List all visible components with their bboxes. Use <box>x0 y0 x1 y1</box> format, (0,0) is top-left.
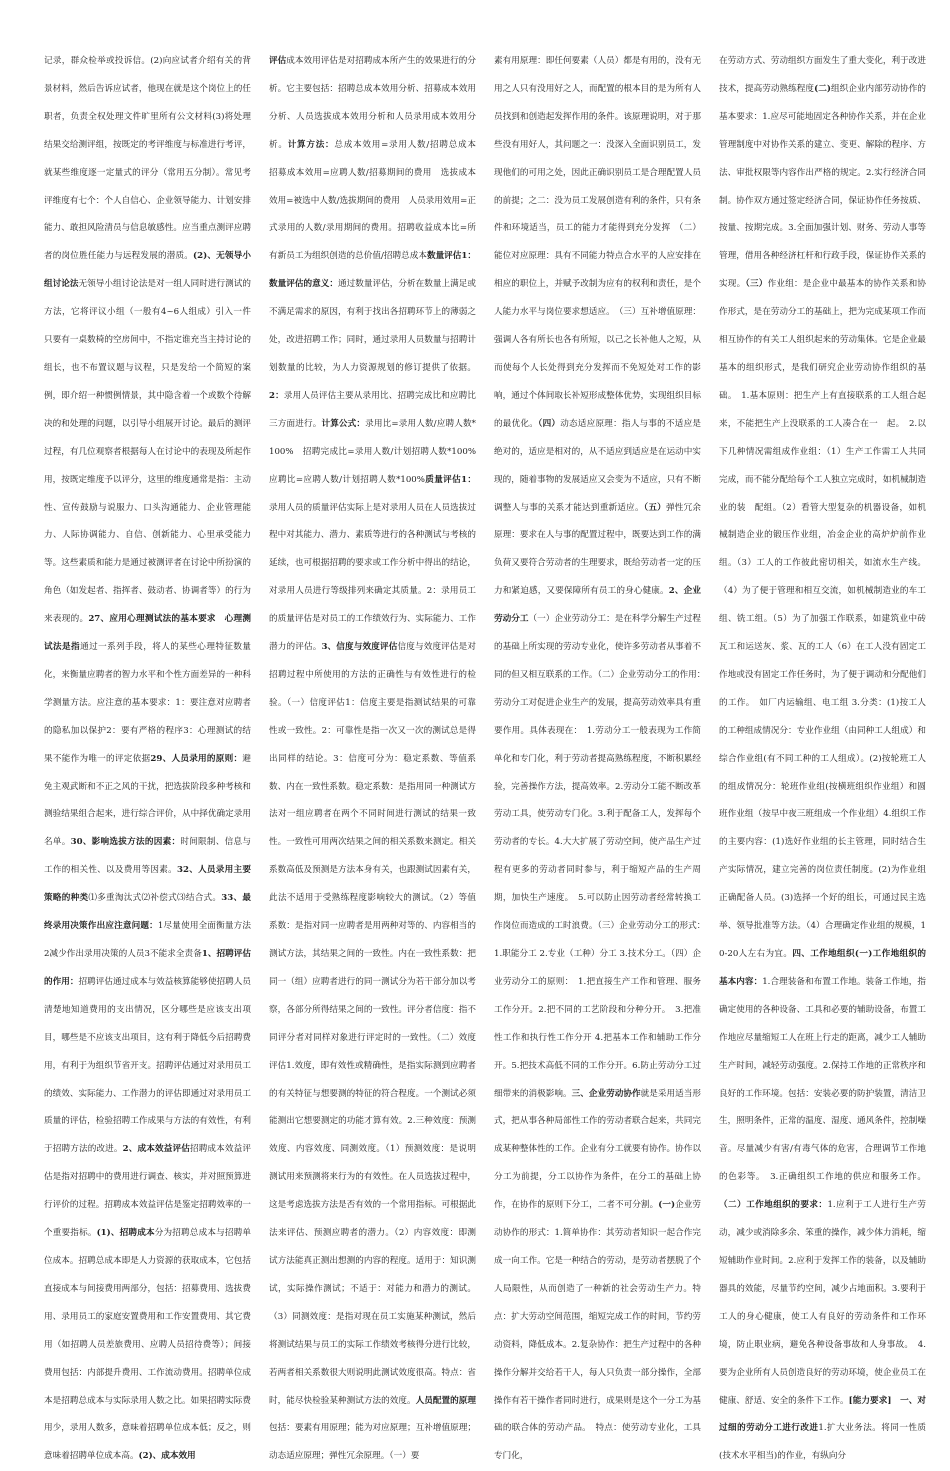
body-text: 企业劳动协作的形式：1.简单协作：其劳动者知识一起合作完成一向工作。它是一种结合的劳动，是劳动者摆脱了个人局限性，从而创造了一种新的社会劳动生产力。特点：扩大劳动空间范围，缩短完成工作的时间，节约劳动资料，降低成本。2.复杂协作：把生产过程中的各种操作分解并交给若干人，每人只负责一部分操作，全部操作有若干操作者同时进行，成果则是这个一分工为基础的联合体的劳动产品。 特点：使劳动专业化，工具专门化， <box>494 1200 701 1462</box>
body-text: 作业组：是企业中最基本的协作关系和协作形式，是在劳动分工的基础上，把为完成某项工作而相互协作的有关工人组织起来的劳动集体。它是企业最基本的组织形式，是我们研究企业劳动协作组织的基础。 1.基本原则：把生产上有直接联系的工人组合起来，不能把生产上没联系的工人凑合在一 起。 2.以下几种情况需组成作业组：（1）生产工作需工人共同完成，而不能分配给每个工人独立完成时，如机械制造业的装 配组。（2）看管大型复杂的机器设备，如机械制造企业的锻压作业组，冶金企业的高炉炉前作业组。（3）工人的工作彼此密切相关，如流水生产线。（4）为了便于管理和相互交流，如机械制造业的车工组、铣工组。（5）为了加强工作联系，如建筑业中砖瓦工和运送灰、浆、瓦的工人（6）在工人没有固定工作地或没有固定工作任务时，为了便于调动和分配他们的工作。 如厂内运输组、电工组 3.分类：(1)按工人的工种组成情况分：专业作业组（由同种工人组成）和综合作业组(有不同工种的工人组成）。(2)按轮班工人的组成情况分：轮班作业组(按横班组织作业组）和圆班作业组（按早中夜三班组成一个作业组）4.组织工作的主要内容：(1)选好作业组的长主管理，同时结合生产实际情况，建立完善的岗位责任制度。(2)为作业组正确配备人员。(3)选择一个好的组长，可通过民主选举、领导批准等方法。（4）合理确定作业组的规模，10-20人左右为宜。 <box>719 279 926 959</box>
body-text: 1尽量使用全面衡量方法2减少作出录用决策的人员3不能求全责备 <box>44 921 251 959</box>
body-text: 无领导小组讨论法是对一组人同时进行测试的方法，它将评议小组（一般有4~6人组成）引入一件只要有一桌数椅的空房间中，不指定谁充当主持讨论的组长，也不布置议题与议程，只是发给一个简短的案例，即介绍一种惯例情景，其中隐含着一个或数个待解决的和处理的问题，以引导小组展开讨论。最后的测评过程，有几位观察者根据每人在讨论中的表现及所起作用，按既定维度予以评分，这里的维度通常是指：主动性、宣传鼓励与说服力、口头沟通能力、企业管理能力、人际协调能力、自信、创新能力、心里承受能力等。这些素质和能力是通过被测评者在讨论中所扮演的角色（如发起者、指挥者、鼓动者、协调者等）的行为来表现的。 <box>44 279 251 625</box>
body-text: 录用比=录用人数/应聘人数*100% 招聘完成比=录用人数/计划招聘人数*100% 应聘比=应聘人数/计划招聘人数*100% <box>269 418 485 485</box>
body-text: 包括：要素有用原理；能为对应原理；互补增值原理；动态适应原理；弹性冗余原理。（一）要 <box>269 1423 476 1462</box>
body-text: 在劳动方式、劳动组织方面发生了重大变化，利于改进技术，提高劳动熟练程度 <box>719 56 926 94</box>
body-text: 录用人员的质量评估实际上是对录用人员在人员选拔过程中对其能力、潜力、素质等进行的各种测试与考核的延续，也可根据招聘的要求或工作分析中得出的结论，对录用人员进行等级排列来确定其质量。2：录用员工的质量评估是对员工的工作绩效行为、实际能力、工作潜力的评估。 <box>269 502 476 653</box>
body-text: 动态适应原理：指人与事的不适应是绝对的，适应是相对的，从不适应到适应是在运动中实现的，随着事物的发展适应又会变为不适应，只有不断调整人与事的关系才能达到重新适应。 <box>494 418 701 513</box>
section-heading: 32、人员录用主要策略的种类 <box>44 865 251 904</box>
body-text: 弹性冗余原理：要求在人与事的配置过程中，既要达到工作的满负荷又要符合劳动者的生理要求，既给劳动者一定的压力和紧迫感，又要保障所有员工的身心健康。 <box>494 502 701 597</box>
body-text: 录用人员评估主要从录用比、招聘完成比和应聘比三方面进行。 <box>269 390 476 429</box>
body-text: 1.应利于工人进行生产劳动，减少或消除多余、笨重的操作，减少体力消耗，缩短辅助作业时间。2.应利于发挥工作的装备，以及辅助器具的效能，尽量节约空间，减少占地面积。3.要利于工人的身心健康，使工人有良好的劳动条件和工作环境，防止职业病，避免各种设备事故和人身事故。 4.要为企业所有人员创造良好的劳动环境，使企业员工在健康、舒适、安全的条件下工作。 <box>719 1200 926 1406</box>
body-text: （一）企业劳动分工：是在科学分解生产过程的基础上所实现的劳动专业化，使许多劳动者从事着不同的但又相互联系的工作。（二）企业劳动分工的作用： 劳动分工对促进企业生产的发展，提高劳动效率具有重要作用。具体表现在： 1.劳动分工一般表现为工作简单化和专门化，利于劳动者提高熟练程度，不断积累经验，完善操作方法，提高效率。2.劳动分工能不断改革劳动工具，使劳动专门化。3.利于配备工人，发挥每个劳动者的专长。4.大大扩展了劳动空间，使产品生产过程有更多的劳动者同时参与，利于缩短产品的生产周期，加快生产速度。 5.可以防止因劳动者经常转换工作岗位而造成的工时浪费。（三）企业劳动分工的形式： 1.职能分工 2.专业（工种）分工 3.技术分工。（四）企业劳动分工的原则： 1.把直接生产工作和管理、服务工作分开。2.把不同的工艺阶段和分种分开。 3.把准性工作和执行性工作分开 4.把基本工作和辅助工作分开。5.把技术高低不同的工作分开。6.防止劳动分工过细带来的消极影响。 <box>494 614 710 1099</box>
body-text: 通过一系列手段，将人的某些心理特征数量化，来衡量应聘者的智力水平和个性方面差异的一种科学测量方法。应注意的基本要求：1：要注意对应聘者的隐私加以保护2：要有严格的程序3：心理测试的结果不能作为唯一的评定依据 <box>44 642 251 764</box>
section-heading: 1、招聘评估的作用： <box>44 949 252 987</box>
text-columns <box>44 48 926 1462</box>
section-heading: 27、应用心理测试法的基本要求 心理测试法是指 <box>44 614 251 653</box>
section-heading: （二）工作地组织的要求： <box>719 1200 828 1211</box>
section-heading: （五） <box>643 502 666 513</box>
body-text: 通过数量评估，分析在数量上满足或不满足需求的原因，有利于找出各招聘环节上的薄弱之处，改进招聘工作；同时，通过录用人员数量与招聘计划数量的比较，为人力资源规划的修订提供了依据。 <box>269 279 476 373</box>
section-heading: 人员配置的原理 <box>415 1395 476 1406</box>
body-text: 招聘成本效益评估是指对招聘中的费用进行调查、核实，并对照预算进行评价的过程。招聘成本效益评估是鉴定招聘效率的一个重要指标。 <box>44 1144 251 1239</box>
section-heading: [能力要求] 一、对过细的劳动分工进行改进 <box>719 1395 926 1434</box>
body-text: 时间限制、信息与工作的相关性、以及费用等因素。 <box>44 837 251 876</box>
body-text: 1.合理装备和布置工作地。装备工作地，指确定使用的各种设备、工具和必要的辅助设备，布置工作地应尽量缩短工人在班上行走的距离，减少工人辅助生产时间，减轻劳动强度。2.保持工作地的正常秩序和良好的工作环境。包括：安装必要的防护装置，清洁卫生，照明条件，正常的温度、湿度、通风条件，控制噪音。尽量减少有害/有毒气体的危害，合理调节工作地的色彩等。 3.正确组织工作地的供应和服务工作。 <box>719 976 926 1183</box>
body-text: 素有用原理：即任何要素（人员）都是有用的，没有无用之人只有没用好之人，而配置的根本目的是为所有人员找到和创造起发挥作用的条件。该原理说明，对于那些没有用好人，其问题之一：没深入全面识别员工，发现他们的可用之处，因此正确识别员工是合理配置人员的前提；之二：没为员工发展创造有利的条件，只有条件和环境适当，员工的能力才能得到充分发挥 （二）能位对应原理：具有不同能力特点合水平的人应安排在相应的职位上，并赋予改制为应有的权利和责任，是个人能力水平与岗位要求想适应。 （三）互补增值原理：强调人各有所长也各有所短，以己之长补他人之短，从而使每个人长处得到充分发挥而不免短处对工作的影响，通过个体间取长补短形成整体优势，实现组织目标的最优化。 <box>494 56 701 429</box>
body-text: 总成本效用=录用人数/招聘总成本 招募成本效用=应聘人数/招募期间的费用 选拔成本效用=被选中人数/选拔期间的费用 人员录用效用=正式录用的人数/录用期间的费用。招聘收益成本比=所有新员工为组织创造的总价值/招聘总成本 <box>269 139 485 262</box>
section-heading: 33、最终录用决策作出应注意问题： <box>44 893 251 932</box>
section-heading: 数量评估1：数量评估的意义： <box>269 251 476 290</box>
section-heading: (2)、无领导小组讨论法 <box>44 251 251 290</box>
body-text: 1.扩大业务法。将同一性质(技术水平相当)的作业，有纵向分 <box>719 1423 926 1462</box>
body-text: 分为招聘总成本与招聘单位成本。招聘总成本即是人力资源的获取成本，它包括直接成本与间接费用两部分，包括：招募费用、选拔费用、录用员工的家庭安置费用和工作安置费用、其它费用（如招聘人员差旅费用、应聘人员招待费等）；间接费用包括：内部提升费用、工作流动费用。招聘单位成本是招聘总成本与实际录用人数之比。如果招聘实际费用少，录用人数多，意味着招聘单位成本低；反之，则意味着招聘单位成本高。 <box>44 1228 251 1462</box>
text-column-4 <box>719 48 926 1462</box>
section-heading: 29、人员录用的原则： <box>150 753 243 764</box>
section-heading: 2、企业劳动分工 <box>494 586 701 625</box>
text-column-2 <box>269 48 485 1462</box>
section-heading: 3、信度与效度评估 <box>321 642 398 653</box>
section-heading: 三、企业劳动协作 <box>571 1088 641 1099</box>
section-heading: (1)、招聘成本 <box>96 1228 155 1239</box>
section-heading: （三） <box>745 279 768 290</box>
body-text: 避免主观武断和不正之风的干扰，把选拔阶段多种考核和测验结果组合起来，进行综合评价，从中择优确定录用名单。 <box>44 753 251 848</box>
body-text: 组织企业内部劳动协作的基本要求：1.应尽可能地固定各种协作关系，并在企业管理制度中对协作关系的建立、变更、解除的程序、方法、审批权限等内容作出严格的规定。2.实行经济合同制。协作双方通过签定经济合同，保证协作任务按质、按量、按期完成。3.全面加强计划、财务、劳动人事等管理，借用各种经济杠杆和行政手段，保证协作关系的实现。 <box>719 83 926 290</box>
text-column-1 <box>44 48 252 1462</box>
section-heading: （四） <box>538 418 561 429</box>
section-heading: (一) <box>658 1200 676 1211</box>
section-heading: 评估 <box>269 56 287 66</box>
body-text: 成本效用评估是对招聘成本所产生的效果进行的分析。它主要包括：招聘总成本效用分析、招募成本效用分析、人员选拔成本效用分析和人员录用成本效用分析。 <box>269 56 476 150</box>
body-text: 就是采用适当形式，把从事各种局部性工作的劳动者联合起来，共同完成某种整体性的工作。企业有分工就要有协作。协作以分工为前提，分工以协作为条件，在分工的基础上协作，在协作的原则下分工，二者不可分割。 <box>494 1088 701 1211</box>
section-heading: 质量评估1： <box>424 474 476 485</box>
body-text: 招聘评估通过成本与效益核算能够使招聘人员清楚地知道费用的支出情况，区分哪些是应该支出项目，哪些是不应该支出项目，这有利于降低今后招聘费用，有利于为组织节省开支。招聘评估通过对录用员工的绩效、实际能力、工作潜力的评估即通过对录用员工质量的评估，检验招聘工作成果与方法的有效性，有利于招聘方法的改进。 <box>44 976 251 1155</box>
section-heading: (2)、成本效用 <box>138 1451 196 1462</box>
section-heading: 2、成本效益评估 <box>122 1144 190 1155</box>
body-text: ⑴多重淘汰式⑵补偿式⑶结合式。 <box>88 893 222 904</box>
section-heading: 四、工作地组织(一)工作地组织的基本内容： <box>719 949 926 987</box>
body-text: 记录，群众检举或投诉信。(2)向应试者介绍有关的背景材料，然后告诉应试者，他现在就是这个岗位上的任职者，负责全权处理文件旷里所有公文材料(3)将处理结果交给测评组，按既定的考评维度与标准进行考评，就某些维度逐一定量式的评分（常用五分制）。常见考评维度有七个：个人自信心、企业领导能力、计划安排能力、敢担风险清员与信息敏感性。应当重点测评应聘者的岗位胜任能力与远程发展的潜质。 <box>44 56 251 262</box>
section-heading: 计算方法： <box>287 139 335 150</box>
section-heading: 30、影响选拔方法的因素： <box>70 837 181 848</box>
section-heading: 2： <box>269 390 284 401</box>
body-text: 信度与效度评估是对招聘过程中所使用的方法的正确性与有效性进行的检验。（一）信度评估1：信度主要是指测试结果的可靠性或一致性。2：可靠性是指一次又一次的测试总是得出同样的结论。3：信度可分为：稳定系数、等值系数、内在一致性系数。稳定系数：是指用同一种测试方法对一组应聘者在两个不同时间进行测试的结果一致性。一致性可用两次结果之间的相关系数来测定。相关系数高低及预测是方法本身有关，也跟测试因素有关，此法不适用于受熟练程度影响较大的测试。（2）等值系数：是指对同一应聘者是用两种对等的、内容相当的测试方法，其结果之间的一致性。内在一致性系数：把同一（组）应聘者进行的同一测试分为若干部分加以考察，各部分所得结果之间的一致性。评分者信度：指不同评分者对同样对象进行评定时的一致性。（二）效度评估1.效度，即有效性或精确性，是指实际测到应聘者的有关特征与想要测的特征的符合程度。一个测试必须能测出它想要测定的功能才算有效。2.三种效度：预测效度、内容效度、同测效度。（1）预测效度：是说明测试用来预测将来行为的有效性。在人员选拔过程中，这是考虑选拔方法是否有效的一个常用指标。可根据此法来评估、预测应聘者的潜力。（2）内容效度：即测试方法能真正测出想测的内容的程度。适用于：知识测试，实际操作测试；不适于：对能力和潜力的测试。（3）同测效度：是指对现在员工实施某种测试，然后将测试结果与员工的实际工作绩效考核得分进行比较，若两者相关系数很大则说明此测试效度很高。特点：省时，能尽快检验某种测试方法的效度。 <box>269 642 476 1406</box>
text-column-3 <box>494 48 710 1462</box>
section-heading: (二) <box>814 83 831 94</box>
section-heading: 计算公式： <box>321 418 366 429</box>
